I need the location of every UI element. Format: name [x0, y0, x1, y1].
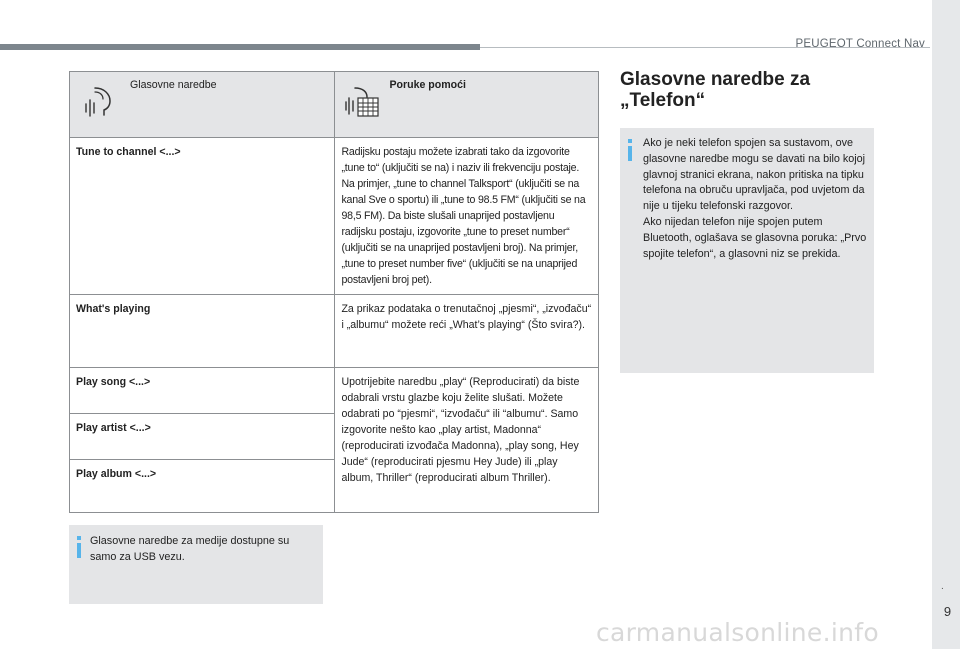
telefon-para-2: Ako nijedan telefon nije spojen putem Bluetooth, oglašava se glasovna poruka: „Prvo spojite telefon“, a glasovni niz se prekida.: [643, 215, 867, 260]
command-cell: What's playing: [70, 295, 335, 368]
page-side-stripe: [932, 0, 960, 649]
commands-column-label: Glasovne naredbe: [130, 79, 217, 91]
voice-help-icon: [345, 86, 379, 118]
voice-commands-table: [69, 71, 599, 513]
voice-command-icon: [84, 86, 114, 118]
help-cell: Upotrijebite naredbu „play“ (Reproducirati) da biste odabrali vrstu glazbe koju želite slušati. Možete odabrati po “pjesmi“, “izvođaču“ ili “albumu“. Samo izgovorite nešto kao „play artist, Madonna“ (reproducirati izvođača Madonna), „play song, Hey Jude“ (reproducirati pjesmu Hey Jude) ili „play album, Thriller“ (reproducirati album Thriller).: [335, 368, 599, 513]
media-note-text: Glasovne naredbe za medije dostupne su samo za USB vezu.: [90, 535, 290, 563]
page-dot: .: [941, 581, 944, 592]
command-cell: Play artist <...>: [70, 414, 335, 460]
watermark: carmanualsonline.info: [596, 618, 879, 647]
header-bar: [0, 44, 480, 50]
table-header-commands: [70, 72, 335, 138]
page-number: 9: [943, 604, 952, 619]
info-icon: [628, 146, 632, 161]
table-row: [70, 295, 599, 368]
help-column-label: Poruke pomoći: [389, 79, 466, 91]
header-brand: PEUGEOT Connect Nav: [795, 38, 925, 50]
command-cell: Play song <...>: [70, 368, 335, 414]
telefon-para-1: Ako je neki telefon spojen sa sustavom, ove glasovne naredbe mogu se davati na bilo kojoj glavnoj stranici ekrana, nakon pritiska na tipku telefona na obruču upravljača, pod uvjetom da nije u tijeku telefonski razgovor.: [643, 137, 866, 213]
info-icon: [77, 543, 81, 558]
table-header-help: [335, 72, 599, 138]
command-cell: Play album <...>: [70, 460, 335, 513]
telefon-info-text: [643, 136, 869, 262]
command-cell: Tune to channel <...>: [70, 138, 335, 295]
table-header-row: [70, 72, 599, 138]
table-row: [70, 368, 599, 414]
help-cell: Za prikaz podataka o trenutačnoj „pjesmi“, „izvođaču“ i „albumu“ možete reći „What’s playing“ (Što svira?).: [335, 295, 599, 368]
media-note-box: [69, 525, 323, 604]
help-cell: Radijsku postaju možete izabrati tako da izgovorite „tune to“ (uključiti se na) i naziv ili frekvenciju postaje. Na primjer, „tune to channel Talksport“ (uključiti se na kanal Sve o sportu) ili „tune to 98.5 FM“ (uključiti se na 98,5 FM). Da biste slušali unaprijed postavljenu radijsku postaju, izgovorite „tune to preset number“ (uključiti se na unaprijed postavljeni broj). Na primjer, „tune to preset number five“ (uključiti se na unaprijed postavljeni broj pet).: [335, 138, 599, 295]
telefon-info-box: [620, 128, 874, 373]
table-row: [70, 138, 599, 295]
telefon-section-title: Glasovne naredbe za „Telefon“: [620, 69, 811, 111]
